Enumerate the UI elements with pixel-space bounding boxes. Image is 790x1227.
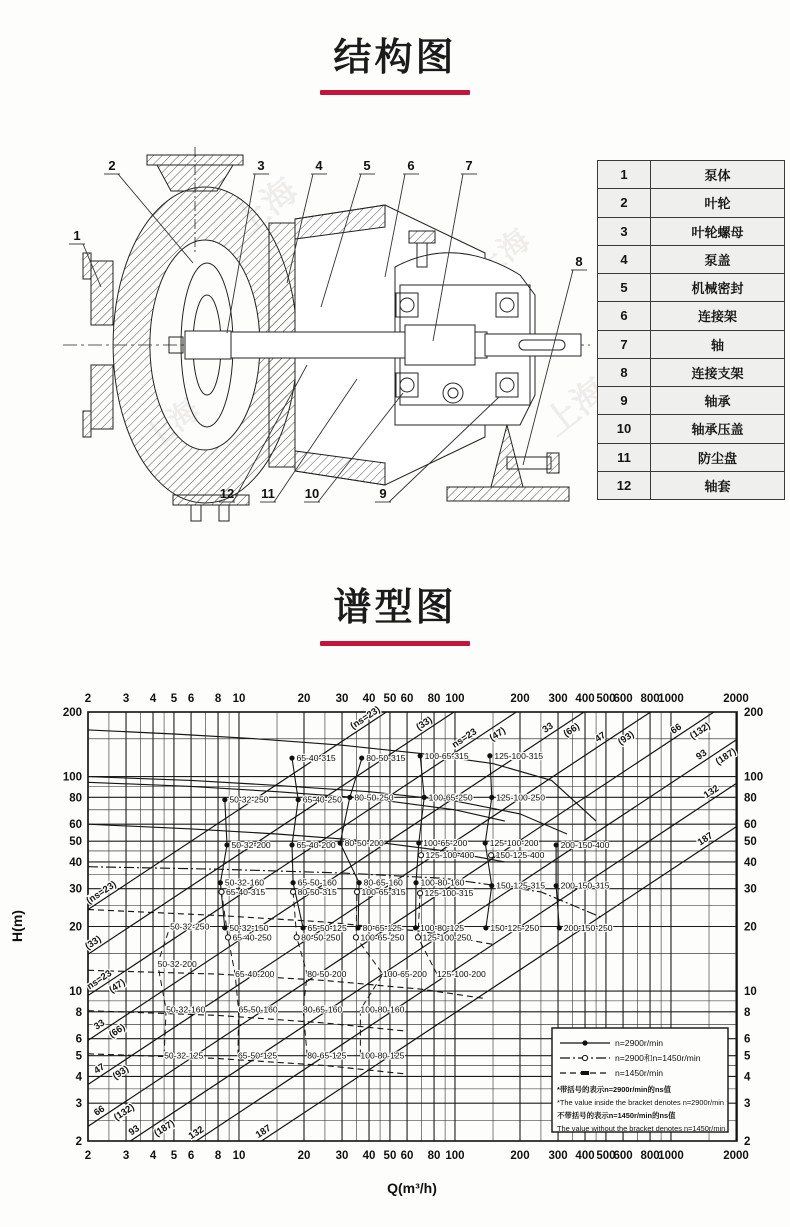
model-marker-2900: [289, 842, 294, 847]
part-name: 连接支架: [651, 358, 785, 386]
ns-line-label: (187): [713, 746, 739, 768]
part-row: [598, 358, 785, 386]
pump-model-label: 50-32-125: [164, 1050, 204, 1061]
ns-line-label: (47): [107, 977, 128, 996]
ns-line-label: 93: [694, 747, 710, 763]
svg-text:80: 80: [744, 792, 757, 805]
svg-text:300: 300: [548, 693, 568, 705]
callout-number: 6: [407, 158, 415, 173]
svg-text:8: 8: [75, 1006, 82, 1019]
svg-text:4: 4: [75, 1071, 82, 1084]
svg-text:100: 100: [445, 693, 465, 705]
callout-number: 12: [219, 486, 235, 501]
legend-note: 不带括号的表示n=1450r/min的ns值: [557, 1111, 676, 1120]
part-row: [598, 274, 785, 302]
svg-text:30: 30: [335, 1150, 349, 1162]
model-marker-dual: [415, 935, 420, 940]
pump-model-label: 125-100-250: [496, 792, 546, 803]
pump-model-label: 65-40-250: [302, 794, 342, 805]
model-marker-dual: [418, 853, 423, 858]
svg-text:600: 600: [613, 693, 633, 705]
svg-text:50: 50: [69, 836, 82, 849]
part-number: 5: [598, 274, 651, 302]
pump-model-label: 50-32-160: [166, 1004, 206, 1015]
pump-model-label: 100-80-160: [360, 1004, 405, 1015]
svg-text:30: 30: [69, 883, 82, 896]
svg-text:40: 40: [362, 693, 376, 705]
svg-text:6: 6: [75, 1033, 82, 1046]
part-row: [598, 189, 785, 217]
ns-line-label: (ns=23): [84, 878, 119, 907]
part-number: 4: [598, 245, 651, 273]
pump-model-label: 200-150-250: [563, 922, 613, 933]
pump-model-label: 80-65-125: [362, 922, 402, 933]
part-name: 轴承压盖: [651, 415, 785, 443]
svg-text:8: 8: [214, 1150, 222, 1162]
callout-number: 9: [379, 486, 387, 501]
watermark: 上海: [468, 223, 536, 287]
pump-model-label: 200-150-315: [560, 880, 610, 891]
model-marker-2900: [483, 840, 488, 845]
svg-text:60: 60: [744, 819, 757, 832]
oil-plug-bolt: [409, 231, 435, 243]
ns-line-label: 33: [92, 1017, 107, 1033]
impeller-hub: [185, 331, 231, 359]
legend-item-label: n=1450r/min: [615, 1068, 664, 1078]
model-marker-2900: [489, 795, 494, 800]
pump-model-label: 80-50-315: [366, 753, 406, 764]
ns-line-label: (93): [616, 729, 637, 748]
pump-model-label: 65-50-160: [238, 1004, 278, 1015]
ns-line-label: 93: [126, 1123, 142, 1139]
svg-text:300: 300: [548, 1150, 568, 1162]
svg-text:2000: 2000: [723, 693, 749, 705]
ns-line-label: (ns=23): [348, 704, 383, 732]
pump-model-label: 100-80-160: [420, 877, 465, 888]
svg-text:1000: 1000: [658, 1150, 684, 1162]
ns-line-label: 47: [92, 1061, 107, 1077]
pump-model-label: 150-125-250: [490, 922, 540, 933]
svg-text:4: 4: [149, 693, 157, 705]
part-name: 轴套: [651, 471, 785, 499]
callout-number: 2: [108, 158, 116, 173]
pump-model-label: 80-50-315: [297, 886, 337, 897]
part-row: [598, 161, 785, 189]
ns-line-label: 132: [701, 783, 722, 802]
svg-text:20: 20: [297, 1150, 311, 1162]
model-marker-2900: [413, 880, 418, 885]
svg-text:8: 8: [744, 1006, 751, 1019]
svg-text:500: 500: [596, 693, 616, 705]
part-row: [598, 443, 785, 471]
pump-model-label: 80-50-200: [307, 969, 347, 980]
pump-model-label: 65-50-125: [307, 922, 347, 933]
pump-model-label: 125-100-315: [494, 750, 544, 761]
legend-note: The value without the bracket denotes n=1450r/min: [557, 1124, 726, 1133]
pump-model-label: 150-125-315: [496, 880, 546, 891]
part-number: 10: [598, 415, 651, 443]
part-name: 防尘盘: [651, 443, 785, 471]
callout-number: 8: [575, 254, 583, 269]
svg-text:800: 800: [640, 693, 660, 705]
model-marker-dual: [219, 889, 224, 894]
pump-model-label: 65-40-315: [296, 753, 336, 764]
part-row: [598, 387, 785, 415]
ns-line-label: (47): [487, 725, 508, 744]
legend-item-label: n=2900和n=1450r/min: [615, 1053, 701, 1063]
ns-line-label: 33: [540, 720, 556, 736]
svg-text:2: 2: [75, 1136, 82, 1148]
pump-model-label: 50-32-160: [224, 877, 265, 888]
model-marker-2900: [347, 795, 352, 800]
svg-text:3: 3: [744, 1098, 751, 1111]
pump-model-label: 80-50-250: [301, 932, 341, 943]
svg-text:40: 40: [362, 1150, 376, 1162]
svg-text:400: 400: [575, 1150, 595, 1162]
ns-line-label: 47: [593, 729, 608, 745]
pump-model-label: 50-32-250: [229, 794, 269, 805]
pump-selection-chart: [0, 660, 790, 1227]
svg-text:4: 4: [149, 1150, 157, 1162]
ns-line-label: 132: [186, 1124, 207, 1143]
model-marker-2900: [489, 883, 494, 888]
pump-model-label: 65-40-250: [232, 932, 272, 943]
part-number: 8: [598, 358, 651, 386]
svg-text:10: 10: [232, 693, 246, 705]
pump-model-label: 100-65-315: [424, 750, 469, 761]
model-marker-2900: [222, 925, 227, 930]
svg-text:600: 600: [613, 1150, 633, 1162]
pump-model-label: 65-50-160: [297, 877, 337, 888]
svg-text:3: 3: [75, 1098, 82, 1111]
callout-number: 7: [465, 158, 473, 173]
model-marker-2900: [487, 753, 492, 758]
watermark: 上海: [227, 171, 305, 244]
ns-line-label: ns=23: [450, 726, 479, 751]
pump-cross-section-drawing: [55, 135, 595, 525]
model-marker-2900: [554, 883, 559, 888]
pump-model-label: 65-40-200: [235, 969, 275, 980]
model-marker-dual: [354, 889, 359, 894]
svg-text:30: 30: [744, 883, 757, 896]
watermark: 上海: [138, 393, 206, 457]
callout-number: 1: [73, 228, 81, 243]
svg-text:80: 80: [427, 693, 441, 705]
legend-note: *带括号的表示n=2900r/min的ns值: [557, 1085, 671, 1094]
structure-title-underline: [320, 90, 470, 95]
part-row: [598, 302, 785, 330]
svg-text:4: 4: [744, 1071, 751, 1084]
pump-model-label: 100-80-125: [420, 922, 465, 933]
pump-model-label: 80-65-125: [307, 1050, 347, 1061]
ns-line-label: (33): [83, 933, 104, 953]
part-name: 叶轮螺母: [651, 217, 785, 245]
ns-line-label: (132): [688, 720, 713, 742]
part-name: 泵体: [651, 161, 785, 189]
structure-title: 结构图: [333, 37, 457, 79]
pump-model-label: 80-65-160: [303, 1004, 343, 1015]
pump-model-label: 50-32-150: [229, 922, 269, 933]
model-marker-dual: [294, 935, 299, 940]
model-marker-2900: [359, 755, 364, 760]
pump-model-label: 80-65-160: [363, 877, 403, 888]
ns-line-label: 187: [253, 1122, 274, 1141]
svg-text:60: 60: [69, 819, 82, 832]
svg-text:500: 500: [596, 1150, 616, 1162]
svg-text:8: 8: [214, 693, 222, 705]
model-marker-dual: [417, 891, 422, 896]
svg-text:1000: 1000: [658, 693, 684, 705]
callout-number: 11: [261, 486, 275, 501]
svg-text:50: 50: [383, 693, 397, 705]
svg-text:2: 2: [84, 693, 92, 705]
callout-number: 4: [315, 158, 323, 173]
part-row: [598, 217, 785, 245]
pump-model-label: 100-65-200: [382, 969, 427, 980]
part-number: 9: [598, 387, 651, 415]
svg-text:20: 20: [69, 921, 82, 934]
model-marker-2900: [357, 880, 362, 885]
pump-model-label: 50-32-250: [170, 921, 210, 932]
svg-text:5: 5: [75, 1050, 82, 1063]
svg-text:80: 80: [69, 792, 82, 805]
chart-legend: [552, 1028, 728, 1133]
model-marker-2900: [413, 925, 418, 930]
pump-model-label: 80-50-200: [344, 838, 384, 849]
pump-model-label: 100-65-315: [361, 886, 406, 897]
part-row: [598, 471, 785, 499]
ns-line-label: (66): [107, 1021, 128, 1041]
ns-line-label: (66): [561, 721, 582, 740]
legend-note: *The value inside the bracket denotes n=2900r/min: [557, 1098, 725, 1107]
part-name: 轴承: [651, 387, 785, 415]
svg-text:30: 30: [335, 693, 349, 705]
pump-model-label: 100-65-250: [360, 932, 405, 943]
pump-model-label: 100-80-125: [360, 1050, 405, 1061]
pump-model-label: 65-40-200: [296, 839, 336, 850]
svg-text:5: 5: [744, 1050, 751, 1063]
pump-model-label: 50-32-200: [231, 839, 271, 850]
model-marker-dual: [290, 889, 295, 894]
part-row: [598, 245, 785, 273]
part-row: [598, 415, 785, 443]
x-axis-title: Q(m³/h): [387, 1180, 437, 1196]
svg-text:6: 6: [187, 1150, 195, 1162]
svg-text:100: 100: [62, 771, 82, 784]
svg-text:2000: 2000: [723, 1150, 749, 1162]
svg-text:80: 80: [427, 1150, 441, 1162]
model-marker-2900: [418, 753, 423, 758]
part-number: 12: [598, 471, 651, 499]
pump-model-label: 100-65-250: [428, 792, 473, 803]
ns-line-label: (187): [152, 1117, 177, 1140]
svg-text:40: 40: [69, 856, 82, 869]
svg-text:40: 40: [744, 856, 757, 869]
svg-text:200: 200: [510, 1150, 530, 1162]
ns-line-label: 187: [695, 830, 716, 849]
svg-text:50: 50: [383, 1150, 397, 1162]
svg-text:10: 10: [232, 1150, 246, 1162]
model-marker-2900: [296, 797, 301, 802]
model-marker-2900: [218, 880, 223, 885]
svg-text:2: 2: [744, 1136, 751, 1148]
part-number: 3: [598, 217, 651, 245]
svg-text:100: 100: [445, 1150, 465, 1162]
spectrum-title: 谱型图: [333, 587, 457, 629]
model-marker-2900: [224, 842, 229, 847]
y-axis-title: H(m): [9, 910, 25, 942]
pump-model-label: 50-32-200: [157, 958, 197, 969]
model-marker-2900: [355, 925, 360, 930]
pump-model-label: 125-100-200: [437, 969, 486, 980]
svg-text:20: 20: [744, 921, 757, 934]
pump-model-label: 65-40-315: [225, 886, 266, 897]
support-base: [447, 487, 569, 501]
model-marker-dual: [353, 935, 358, 940]
part-number: 1: [598, 161, 651, 189]
pump-model-label: 125-100-250: [422, 932, 472, 943]
pump-cover: [269, 223, 295, 333]
spectrum-title-underline: [320, 641, 470, 646]
svg-text:5: 5: [170, 693, 178, 705]
ns-line-label: 66: [668, 721, 684, 737]
model-marker-2900: [300, 925, 305, 930]
model-marker-2900: [557, 925, 562, 930]
model-marker-2900: [483, 925, 488, 930]
pump-model-label: 125-100-200: [489, 838, 539, 849]
pump-model-label: 80-50-250: [354, 792, 394, 803]
svg-text:5: 5: [170, 1150, 178, 1162]
ns-line-label: (93): [110, 1063, 131, 1083]
model-marker-2900: [554, 842, 559, 847]
svg-text:2: 2: [84, 1150, 92, 1162]
ns-line-label: (33): [414, 714, 435, 734]
pump-model-label: 100-65-200: [423, 838, 468, 849]
pump-model-label: 200-150-400: [560, 839, 610, 850]
part-row: [598, 330, 785, 358]
svg-text:60: 60: [400, 1150, 414, 1162]
part-number: 2: [598, 189, 651, 217]
model-marker-2900: [422, 795, 427, 800]
callout-number: 5: [363, 158, 371, 173]
svg-text:400: 400: [575, 693, 595, 705]
legend-item-label: n=2900r/min: [615, 1038, 664, 1048]
svg-text:100: 100: [744, 771, 764, 784]
svg-text:10: 10: [744, 986, 757, 999]
model-marker-dual: [225, 935, 230, 940]
pump-model-label: 150-125-400: [495, 850, 545, 861]
model-marker-2900: [338, 840, 343, 845]
model-marker-2900: [416, 840, 421, 845]
model-marker-dual: [489, 853, 494, 858]
part-name: 泵盖: [651, 245, 785, 273]
ns-line-label: (132): [112, 1101, 137, 1124]
pump-model-label: 125-100-400: [425, 850, 475, 861]
svg-text:200: 200: [62, 707, 82, 719]
part-name: 轴: [651, 330, 785, 358]
model-marker-2900: [290, 880, 295, 885]
svg-text:200: 200: [510, 693, 530, 705]
parts-table: [597, 160, 785, 500]
svg-text:20: 20: [297, 693, 311, 705]
callout-number: 3: [257, 158, 265, 173]
watermark: 上海: [537, 371, 615, 444]
part-number: 6: [598, 302, 651, 330]
svg-text:6: 6: [187, 693, 195, 705]
svg-text:50: 50: [744, 836, 757, 849]
model-marker-2900: [222, 797, 227, 802]
svg-text:60: 60: [400, 693, 414, 705]
svg-text:6: 6: [744, 1033, 751, 1046]
part-name: 连接架: [651, 302, 785, 330]
ns-line-label: 66: [92, 1103, 107, 1119]
svg-text:800: 800: [640, 1150, 660, 1162]
part-name: 叶轮: [651, 189, 785, 217]
pump-model-label: 125-100-315: [424, 888, 474, 899]
svg-text:3: 3: [122, 693, 130, 705]
callout-number: 10: [304, 486, 320, 501]
svg-text:10: 10: [69, 986, 82, 999]
part-number: 11: [598, 443, 651, 471]
support-bracket: [491, 425, 523, 487]
svg-text:3: 3: [122, 1150, 130, 1162]
part-name: 机械密封: [651, 274, 785, 302]
pump-model-label: 65-50-125: [238, 1050, 278, 1061]
model-marker-2900: [289, 755, 294, 760]
svg-text:200: 200: [744, 707, 764, 719]
ns-line-label: ns=23: [85, 967, 114, 993]
part-number: 7: [598, 330, 651, 358]
